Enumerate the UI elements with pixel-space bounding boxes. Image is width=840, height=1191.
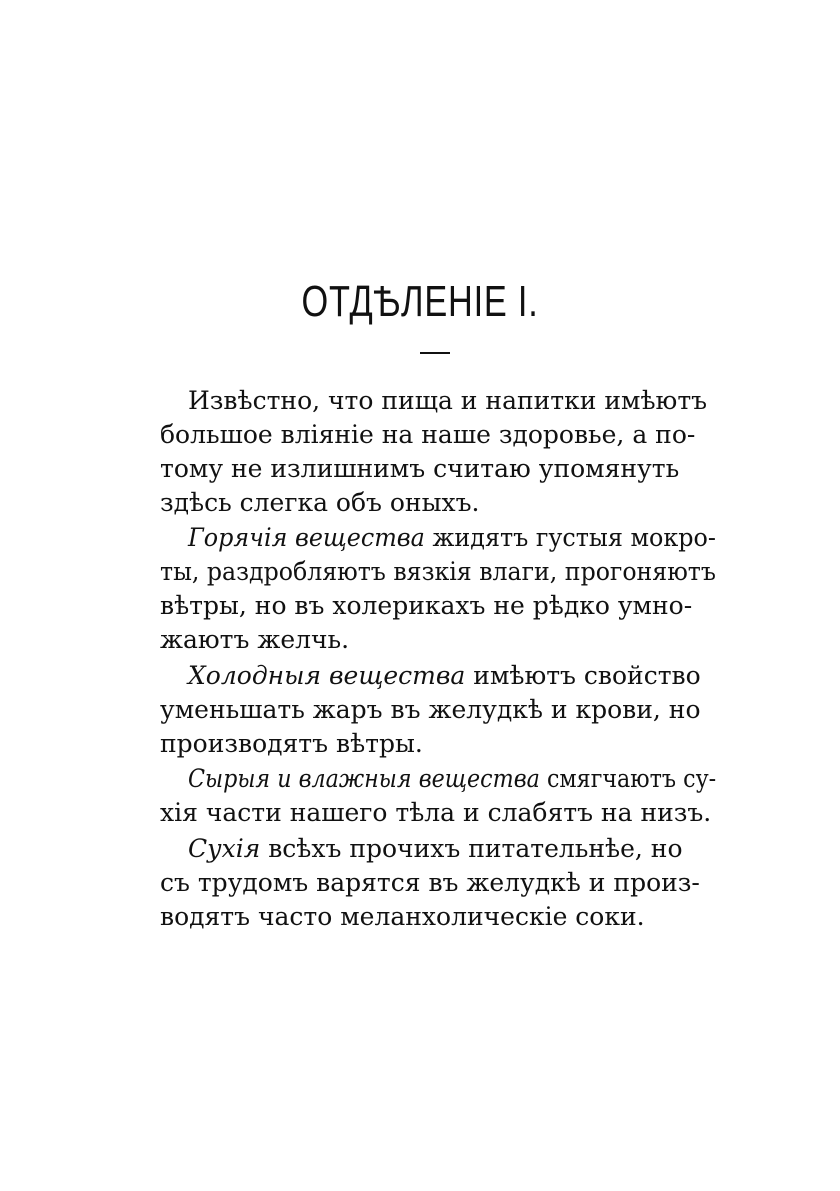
heading-separator: [420, 352, 450, 354]
paragraph-line: [160, 660, 716, 692]
line-text: Извѣстно, что пища и напитки имѣютъ: [188, 386, 708, 415]
paragraph-4: [160, 763, 716, 827]
paragraph-line: [160, 487, 716, 519]
term-dry-substances: Сухія: [188, 834, 261, 863]
line-text: производятъ вѣтры.: [160, 729, 423, 758]
paragraph-line: [160, 624, 716, 656]
line-text: уменьшать жаръ въ желудкѣ и крови, но: [160, 695, 701, 724]
line-text: здѣсь слегка объ оныхъ.: [160, 488, 480, 517]
paragraph-2: [160, 522, 716, 654]
paragraph-line: [160, 797, 716, 829]
line-text: водятъ часто меланхолическіе соки.: [160, 902, 645, 931]
line-text: [188, 522, 716, 554]
paragraph-line: [160, 728, 716, 760]
term-moist-substances: Сырыя и влажныя вещества: [188, 764, 540, 793]
line-text: [188, 660, 701, 692]
line-rest: всѣхъ прочихъ питательнѣе, но: [268, 834, 683, 863]
term-cold-substances: Холодныя вещества: [188, 661, 466, 690]
line-text: вѣтры, но въ холерикахъ не рѣдко умно-: [160, 591, 693, 620]
line-text: ты, раздробляютъ вязкія влаги, прогоняютъ: [160, 557, 716, 586]
paragraph-line: [160, 901, 716, 933]
line-text: жаютъ желчь.: [160, 625, 350, 654]
section-heading: ОТДѢЛЕНIЕ I.: [301, 277, 539, 326]
paragraph-line: [160, 419, 716, 451]
paragraph-1: [160, 385, 716, 517]
line-rest: имѣютъ свойство: [473, 661, 701, 690]
paragraph-5: [160, 833, 716, 929]
line-text: большое вліяніе на наше здоровье, а по-: [160, 420, 696, 449]
paragraph-line: [160, 833, 716, 865]
paragraph-line: [160, 385, 716, 417]
line-rest: жидятъ густыя мокро-: [432, 523, 716, 552]
paragraph-line: [160, 590, 716, 622]
paragraph-line: [160, 694, 716, 726]
line-text: [188, 833, 683, 865]
line-text: съ трудомъ варятся въ желудкѣ и произ-: [160, 868, 700, 897]
line-rest: смягчаютъ су-: [546, 764, 717, 793]
line-text: [188, 763, 716, 795]
paragraph-line: [160, 867, 716, 899]
line-text: хія части нашего тѣла и слабятъ на низъ.: [160, 798, 712, 827]
paragraph-line: [160, 453, 716, 485]
term-hot-substances: Горячія вещества: [188, 523, 425, 552]
paragraph-line: [160, 763, 716, 795]
line-text: тому не излишнимъ считаю упомянуть: [160, 454, 680, 483]
paragraph-line: [160, 522, 716, 554]
paragraph-line: [160, 556, 716, 588]
paragraph-3: [160, 660, 716, 756]
